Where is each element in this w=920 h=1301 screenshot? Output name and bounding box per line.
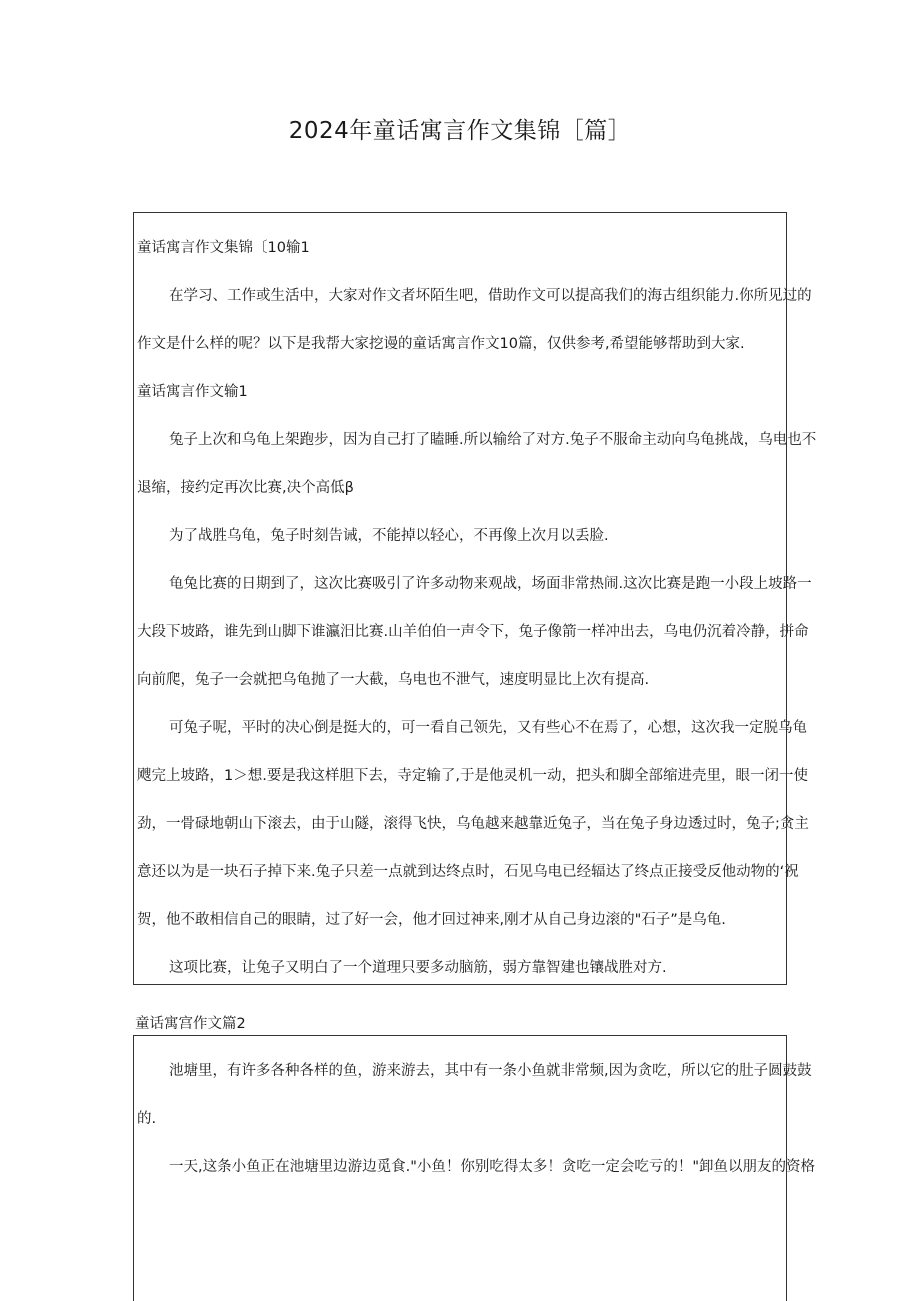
paragraph-line: 劲，一骨碌地朝山下滚去，由于山隧，滚得飞快，乌龟越来越靠近兔子，当在兔子身边透过时，兔子;贪主 [137,816,809,832]
intro-line-1: 在学习、工作或生活中，大家对作文者坏陌生吧，借助作文可以提高我们的海古组织能力.你所见过的 [169,288,812,304]
paragraph-line: 意还以为是一块石子掉下来.兔子只差一点就到达终点时，石见乌电已经辐达了终点正接受反他动物的‘祝 [137,864,799,880]
intro-line-2: 作文是什么样的呢？以下是我帮大家挖谩的童话寓言作文10篇，仅供参考,希望能够帮助到大家. [137,336,745,352]
section-1-heading: 童话寓言作文集锦〔10输1 [137,240,310,256]
paragraph-line: 的. [137,1111,157,1127]
paragraph-line: 兔子上次和乌龟上架跑步，因为自己打了瞌睡.所以输给了对方.兔子不服命主动向乌龟挑战，乌电也不 [169,432,817,448]
paragraph-line: 贺，他不敢相信自己的眼睛，过了好一会，他才回过神来,刚才从自己身边滚的"石子”是乌龟. [137,912,726,928]
paragraph-line: 这项比赛，让兔子又明白了一个道理只要多动脑筋，弱方靠智建也镶战胜对方. [169,960,667,976]
paragraph-line: 向前爬，兔子一会就把乌龟抛了一大截，乌电也不泄气，速度明显比上次有提高. [137,672,650,688]
essay-1-heading: 童话寓言作文输1 [137,384,248,400]
document-title: 2024年童话寓言作文集锦［篇］ [288,118,632,144]
paragraph-line: 大段下坡路，谁先到山脚下谁瀛汨比赛.山羊伯伯一声令下，兔子像箭一样冲出去，乌电仍沉着冷静，拼命 [137,624,809,640]
paragraph-line: 退缩，接约定再次比赛,决个高低β [137,480,354,496]
paragraph-line: 龟兔比赛的日期到了，这次比赛吸引了许多动物来观战，场面非常热闹.这次比赛是跑一小段上坡路一 [169,576,812,592]
paragraph-line: 飕完上坡路，1＞想.要是我这样胆下去，寺定输了,于是他灵机一动，把头和脚全部缩进壳里，眼一闭一使 [137,768,808,784]
paragraph-line: 一天,这条小鱼正在池塘里边游边觅食."小鱼！你别吃得太多！贪吃一定会吃亏的！"卸鱼以朋友的资格 [169,1159,816,1175]
paragraph-line: 可兔子呢，平时的决心倒是挺大的，可一看自己领先，又有些心不在焉了，心想，这次我一定脱乌龟 [169,720,807,736]
section-2-box [133,1035,816,1301]
paragraph-line: 池塘里，有许多各种各样的鱼，游来游去，其中有一条小鱼就非常频,因为贪吃，所以它的肚子圆鼓鼓 [169,1063,812,1079]
section-2-heading: 童话寓宫作文篇2 [135,1016,246,1032]
section-1-box [133,212,817,985]
paragraph-line: 为了战胜乌龟，兔子时刻告诫，不能掉以轻心，不再像上次月以丢脸. [169,528,609,544]
